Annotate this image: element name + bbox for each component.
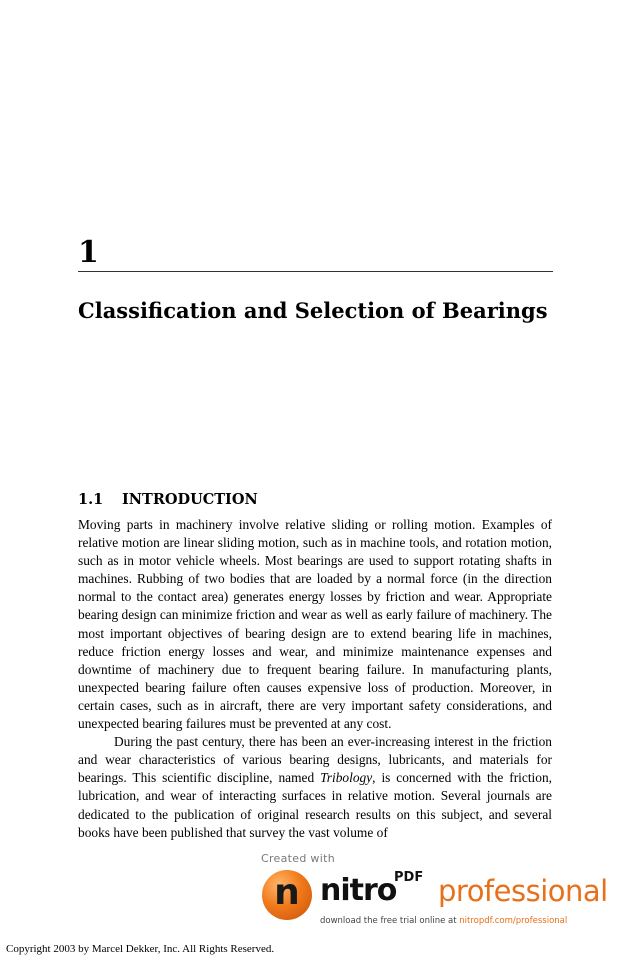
download-url: nitropdf.com/professional xyxy=(459,916,568,926)
chapter-number: 1 xyxy=(78,235,99,270)
edition-label: professional xyxy=(438,874,608,908)
created-with-label: Created with xyxy=(261,852,335,865)
download-line xyxy=(320,916,567,926)
section-heading xyxy=(78,490,258,510)
nitro-logo-icon xyxy=(262,870,312,920)
italic-term: Tribology xyxy=(320,770,373,786)
logo-letter: n xyxy=(274,872,300,913)
body-text xyxy=(78,516,552,842)
paragraph-text: , is concerned with the friction, lubrication, and wear of interacting surfaces in relative motion. Several journals are dedicated to the publication of original research results on this subject, and several books have been published that survey the vast volume of xyxy=(78,770,552,840)
chapter-divider xyxy=(78,271,553,272)
copyright-notice: Copyright 2003 by Marcel Dekker, Inc. All Rights Reserved. xyxy=(6,943,275,955)
paragraph: Moving parts in machinery involve relative sliding or rolling motion. Examples of relative motion are linear sliding motion, such as in machine tools, and rotation motion, such as in motor vehicle wheels. Most bearings are used to support rotating shafts in machines. Rubbing of two bodies that are loaded by a normal force (in the direction normal to the contact area) generates energy losses by friction and wear. Appropriate bearing design can minimize friction and wear as well as early failure of machinery. The most important objectives of bearing design are to extend bearing life in machines, reduce friction energy losses and wear, and minimize maintenance expenses and downtime of machinery due to frequent bearing failure. In manufacturing plants, unexpected bearing failure often causes expensive loss of production. Moreover, in certain cases, such as in aircraft, there are very important safety considerations, and unexpected bearing failures must be prevented at any cost. xyxy=(78,517,552,732)
paragraph-text: During the past century, there has been an ever-increasing interest in the friction and wear characteristics of various bearing designs, lubricants, and materials for bearings. This scientific discipline, named xyxy=(78,734,552,786)
nitro-brand: nitro xyxy=(320,873,397,908)
chapter-title: Classification and Selection of Bearings xyxy=(78,298,548,323)
paragraph xyxy=(78,733,552,842)
section-title: INTRODUCTION xyxy=(122,491,258,508)
section-number: 1.1 xyxy=(78,491,104,508)
pdf-superscript: PDF xyxy=(394,870,424,885)
download-text: download the free trial online at xyxy=(320,916,460,926)
nitro-watermark xyxy=(258,852,630,938)
